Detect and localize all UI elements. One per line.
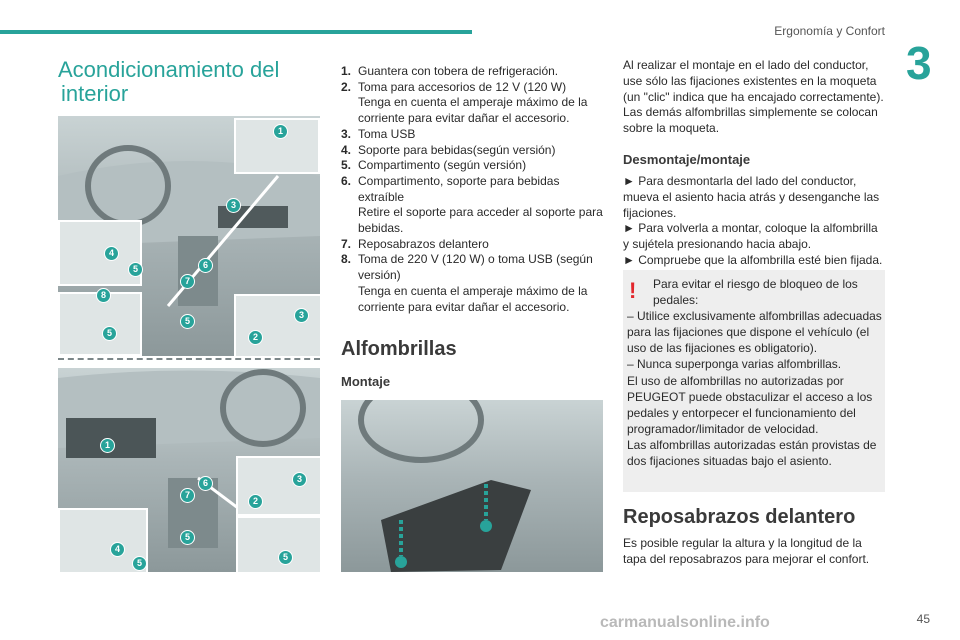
heading-desmontaje: Desmontaje/montaje — [623, 152, 751, 167]
step-item: ► Para desmontarla del lado del conductor, mueva el asiento hacia atrás y desenganche las fijaciones. — [623, 174, 880, 220]
callout-marker: 6 — [198, 476, 213, 491]
inset-door-pocket — [58, 220, 142, 286]
component-list — [341, 64, 606, 315]
callout-marker: 8 — [96, 288, 111, 303]
floor-mat-illustration — [341, 400, 603, 572]
callout-marker: 5 — [278, 550, 293, 565]
list-item: 6. Compartimento, soporte para bebidas extraíble Retire el soporte para acceder al soporte para bebidas. — [341, 173, 603, 236]
callout-marker: 7 — [180, 274, 195, 289]
chapter-number: 3 — [906, 37, 932, 89]
steps — [623, 174, 885, 269]
title-line-1: Acondicionamiento del — [58, 57, 280, 82]
callout-marker: 2 — [248, 330, 263, 345]
callout-marker: 1 — [273, 124, 288, 139]
reposabrazos-paragraph: Es posible regular la altura y la longitud de la tapa del reposabrazos para mejorar el confort. — [623, 536, 870, 566]
callout-marker: 5 — [102, 326, 117, 341]
warning-text: Para evitar el riesgo de bloqueo de los pedales: – Utilice exclusivamente alfombrillas adecuadas para las fijaciones que dispone el vehículo (el uso de las fijaciones es obligatorio). – Nunca superponga varias alfombrillas. El uso de alfombrillas no autorizadas por PEUGEOT puede obstaculizar el acceso a los pedales y entorpecer el funcionamiento del programador/limitador de velocidad. Las alfombrillas autorizadas están provistas de dos fijaciones situadas bajo el asiento. — [627, 277, 882, 469]
warning-icon: ! — [629, 278, 637, 303]
callout-marker: 1 — [100, 438, 115, 453]
callout-marker: 2 — [248, 494, 263, 509]
callout-marker: 5 — [180, 530, 195, 545]
inset-sockets — [234, 294, 320, 356]
watermark: carmanualsonline.info — [600, 614, 770, 631]
floor-mat-drawing — [341, 400, 603, 572]
list-item: 8. Toma de 220 V (120 W) o toma USB (según versión) Tenga en cuenta el amperaje máximo de la corriente para evitar dañar el accesorio. — [341, 252, 593, 314]
callout-marker: 3 — [292, 472, 307, 487]
warning-box — [623, 270, 885, 492]
list-item: 7. Reposabrazos delantero — [341, 236, 489, 251]
callout-marker: 7 — [180, 488, 195, 503]
callout-marker: 5 — [132, 556, 147, 571]
list-item: 5. Compartimento (según versión) — [341, 158, 527, 173]
figure-divider — [58, 358, 320, 360]
callout-marker: 5 — [128, 262, 143, 277]
inset-compartment — [236, 516, 320, 572]
callout-marker: 3 — [294, 308, 309, 323]
callout-marker: 5 — [180, 314, 195, 329]
intro-paragraph: Al realizar el montaje en el lado del conductor, use sólo las fijaciones existentes en la moqueta (un "clic" indica que ha encajado correctamente). Las demás alfombrillas simplemente se colocan sobre la moqueta. — [623, 58, 884, 136]
step-item: ► Compruebe que la alfombrilla esté bien fijada. — [623, 252, 883, 267]
callout-marker: 4 — [110, 542, 125, 557]
heading-reposabrazos: Reposabrazos delantero — [623, 506, 856, 528]
callout-marker: 3 — [226, 198, 241, 213]
heading-alfombrillas: Alfombrillas — [341, 338, 457, 360]
page-title — [58, 58, 308, 106]
page-number: 45 — [916, 612, 930, 626]
subheading-montaje: Montaje — [341, 374, 391, 389]
title-line-2: interior — [61, 81, 129, 106]
list-item: 3. Toma USB — [341, 126, 416, 141]
callout-marker: 4 — [104, 246, 119, 261]
interior-illustration-rhd — [58, 368, 320, 572]
list-item: 4. Soporte para bebidas(según versión) — [341, 142, 556, 157]
step-item: ► Para volverla a montar, coloque la alfombrilla y sujétela presionando hacia abajo. — [623, 221, 878, 252]
inset-sockets — [236, 456, 320, 516]
list-item: 2. Toma para accesorios de 12 V (120 W) Tenga en cuenta el amperaje máximo de la corriente para evitar dañar el accesorio. — [341, 79, 588, 126]
list-item: 1. Guantera con tobera de refrigeración. — [341, 64, 559, 78]
section-header: Ergonomía y Confort — [774, 24, 885, 38]
interior-illustration-lhd — [58, 116, 320, 356]
header-accent-bar — [0, 30, 472, 34]
callout-marker: 6 — [198, 258, 213, 273]
